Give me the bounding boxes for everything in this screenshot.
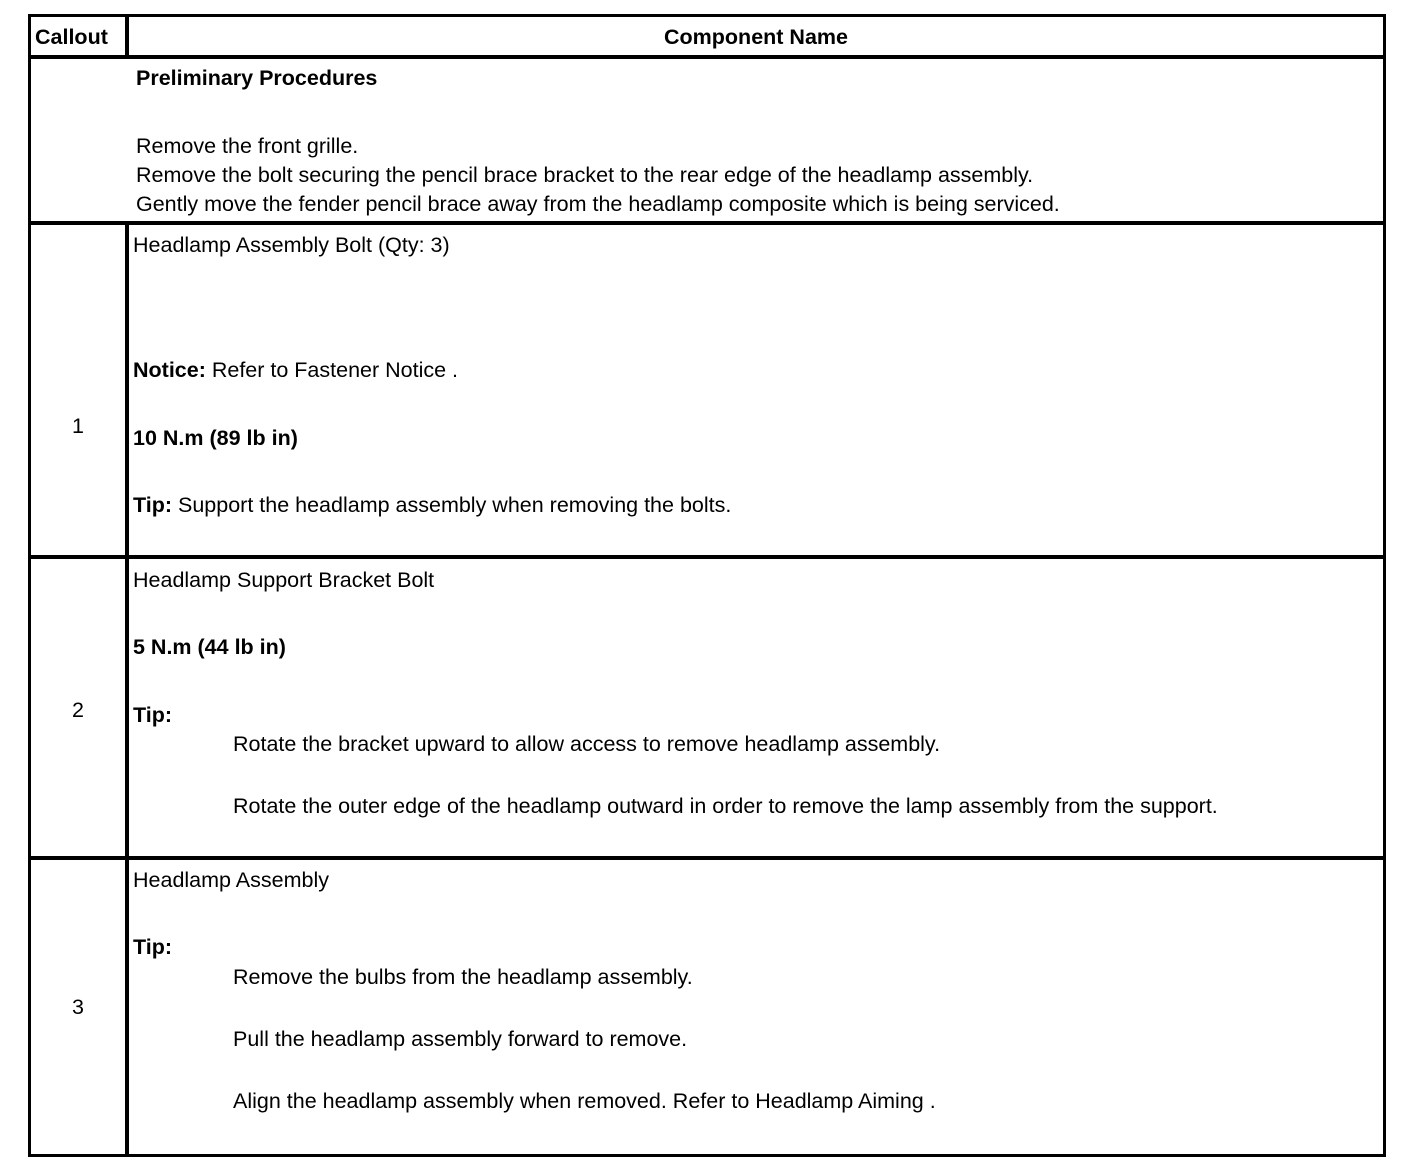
table-border-right [1383, 14, 1386, 1157]
tip-text: Remove the bulbs from the headlamp assembly. [233, 965, 693, 989]
preliminary-step: Remove the bolt securing the pencil brace bracket to the rear edge of the headlamp assembly. [136, 163, 1034, 187]
tip-text: Pull the headlamp assembly forward to remove. [233, 1027, 688, 1051]
row-divider [28, 555, 1386, 559]
tip-text: Rotate the outer edge of the headlamp outward in order to remove the lamp assembly from the support. [233, 794, 1218, 818]
notice [133, 358, 458, 382]
table-border-bottom [28, 1154, 1386, 1157]
tip-text: Support the headlamp assembly when removing the bolts. [172, 493, 732, 517]
header-component-name: Component Name [664, 25, 848, 49]
tip-text: Rotate the bracket upward to allow access to remove headlamp assembly. [233, 732, 941, 756]
preliminary-step: Gently move the fender pencil brace away from the headlamp composite which is being serviced. [136, 192, 1060, 216]
row-divider [28, 221, 1386, 225]
table-border-top [28, 14, 1386, 17]
torque-spec: 10 N.m (89 lb in) [133, 426, 298, 450]
row-divider [28, 55, 1386, 59]
component-name: Headlamp Assembly Bolt (Qty: 3) [133, 233, 450, 257]
preliminary-step: Remove the front grille. [136, 134, 359, 158]
callout-number: 2 [72, 698, 84, 722]
torque-spec: 5 N.m (44 lb in) [133, 635, 286, 659]
header-callout: Callout [35, 25, 108, 49]
tip [133, 493, 731, 517]
component-name: Headlamp Assembly [133, 868, 329, 892]
tip-label: Tip: [133, 935, 173, 959]
callout-number: 3 [72, 995, 84, 1019]
tip-label: Tip: [133, 493, 173, 517]
notice-label: Notice: [133, 358, 206, 382]
table-border-left [28, 14, 31, 1157]
row-divider [28, 856, 1386, 860]
tip-text: Align the headlamp assembly when removed. Refer to Headlamp Aiming . [233, 1089, 936, 1113]
tip-label: Tip: [133, 703, 173, 727]
preliminary-title: Preliminary Procedures [136, 66, 378, 90]
component-name: Headlamp Support Bracket Bolt [133, 568, 435, 592]
notice-text: Refer to Fastener Notice . [205, 358, 459, 382]
callout-number: 1 [72, 414, 84, 438]
